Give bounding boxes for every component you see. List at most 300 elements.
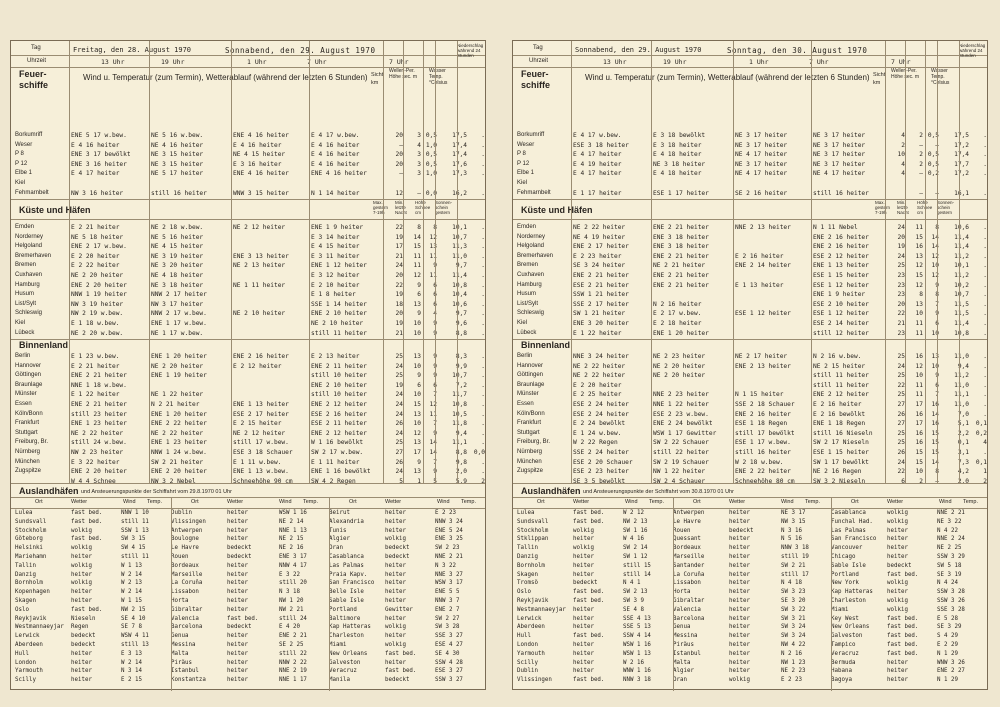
cell: Danzig — [517, 554, 538, 560]
cell: NNE 2 21 — [435, 554, 463, 560]
table-row — [11, 676, 485, 685]
cell: 24 — [395, 468, 403, 476]
cell: ENE 2 21 heiter — [653, 252, 709, 260]
cell: 9,9 — [455, 362, 467, 370]
cell: heiter — [729, 624, 750, 631]
cell: . — [983, 449, 987, 456]
cell: E 4 18 heiter — [653, 151, 702, 159]
cell: Galveston — [831, 633, 863, 640]
cell: . — [481, 160, 485, 168]
cell: 21 — [897, 320, 905, 327]
cell: ENE 1 12 heiter — [311, 262, 367, 270]
cell: 6 — [433, 281, 437, 289]
cell: 8 — [935, 468, 939, 476]
cell: 9,7 — [455, 262, 467, 270]
cell: SE 3 20 — [781, 598, 806, 604]
cell: still 11 — [121, 554, 149, 560]
cell: NW 3 15 — [781, 518, 806, 525]
cell: NNE 2 13 heiter — [735, 224, 791, 231]
cell: ENE 3 18 heiter — [653, 243, 709, 251]
column-divider — [571, 41, 572, 483]
cell: N 2 21 heiter — [151, 401, 200, 408]
cell: NE 3 15 heiter — [151, 151, 204, 159]
table-row — [513, 553, 987, 562]
cell: 10,4 — [452, 291, 467, 299]
table-row — [513, 400, 987, 409]
cell: SSE 3 28 — [937, 606, 965, 613]
cell: NW 2 15 — [121, 606, 146, 613]
cell: heiter — [71, 554, 92, 560]
cell: ENE 2 22 heiter — [735, 468, 791, 476]
cell: Oran — [673, 677, 687, 684]
cell: NE 2 13 heiter — [233, 262, 286, 270]
table-row — [11, 410, 485, 419]
cell: Norderney — [15, 233, 44, 240]
cell: 11,4 — [954, 233, 969, 241]
cell: heiter — [227, 518, 248, 525]
cell: Algier — [673, 668, 694, 675]
cell: . — [983, 310, 987, 318]
rule — [11, 219, 485, 220]
cell: Reykjavik — [15, 615, 47, 622]
cell: Scilly — [517, 659, 538, 666]
cell: ENE 2 24 bewölkt — [653, 420, 713, 428]
cell: ESE 2 12 heiter — [813, 252, 869, 260]
cell: Vlissingen — [517, 677, 552, 684]
column-divider — [329, 497, 330, 691]
column-divider — [309, 41, 310, 483]
cell: SE 3 5 bewölkt — [573, 477, 626, 485]
cell: Portland — [831, 571, 859, 578]
cell: 13 — [413, 410, 421, 418]
table-row — [11, 141, 485, 150]
cell: 17 — [915, 401, 923, 408]
cell: bedeckt — [71, 633, 96, 640]
cell: NE 3 17 heiter — [735, 160, 788, 168]
cell: 16 — [931, 401, 939, 408]
cell: Vancouver — [831, 545, 863, 552]
section-kueste: Küste und Häfen — [521, 205, 593, 215]
cell: N 1 29 — [937, 650, 958, 657]
column-header: Wetter — [573, 499, 590, 505]
cell: heiter — [227, 527, 248, 534]
column-divider — [435, 41, 436, 483]
cell: Malta — [673, 659, 691, 666]
cell: Aberdeen — [517, 624, 545, 631]
cell: . — [481, 132, 485, 139]
cell: Stuttgart — [517, 429, 540, 436]
cell: 10 — [413, 420, 421, 428]
cell: 0,1 — [975, 458, 987, 466]
cell: 12 — [429, 233, 437, 241]
table-row — [11, 381, 485, 390]
cell: NNE 3 24 heiter — [573, 353, 629, 360]
cell: NE 2 22 heiter — [151, 429, 204, 437]
cell: fast bed. — [887, 624, 919, 631]
cell: 2 — [983, 477, 987, 485]
cell: Göttingen — [517, 372, 544, 379]
cell: . — [481, 410, 485, 418]
cell: heiter — [227, 580, 248, 587]
cell: Tallin — [15, 562, 36, 569]
cell: 26 — [395, 420, 403, 428]
cell: Husum — [517, 291, 537, 298]
cell: 9 — [433, 262, 437, 270]
cell: SSW 4 28 — [435, 659, 463, 666]
cell: W 2 18 w.bew. — [735, 458, 784, 466]
cell: NE 2 20 w.bew. — [71, 329, 124, 337]
cell: NE 3 17 heiter — [813, 141, 866, 149]
cell: ENE 3 25 — [435, 536, 463, 543]
cell: SE 2 25 — [279, 642, 304, 648]
cell: fast bed. — [385, 650, 417, 657]
cell: 11,3 — [452, 243, 467, 251]
cell: ENE 3 20 heiter — [573, 320, 629, 327]
cell: NNE 2 23 heiter — [653, 391, 709, 399]
cell: 0,2 — [927, 170, 939, 178]
cell: heiter — [227, 677, 248, 684]
cell: SE 3 29 — [937, 624, 962, 631]
cell: heiter — [385, 527, 406, 534]
cell: bedeckt — [227, 545, 252, 552]
cell: Weser — [15, 141, 33, 148]
cell: W 2 14 — [121, 571, 142, 578]
cell: NNE 2 24 — [937, 536, 965, 543]
cell: heiter — [573, 562, 594, 569]
cell: NW 2 19 w.bew. — [71, 310, 124, 318]
cell: WSW 1 13 — [623, 650, 651, 657]
cell: SE 2 16 heiter — [735, 189, 788, 197]
table-row — [513, 309, 987, 318]
cell: 25 — [897, 429, 905, 437]
cell: Lulea — [15, 510, 33, 516]
cell: fast bed. — [71, 518, 103, 525]
cell: Köln/Bonn — [15, 410, 43, 417]
cell: E 4 16 heiter — [311, 151, 360, 159]
table-row — [11, 371, 485, 380]
cell: 0,5 — [927, 151, 939, 159]
cell: SSW 3 27 — [435, 677, 463, 684]
cell: fast bed. — [227, 615, 259, 622]
cell: . — [481, 420, 485, 428]
cell: 9 — [935, 281, 939, 289]
cell: heiter — [887, 527, 908, 534]
cell: E 2 25 heiter — [573, 391, 622, 399]
cell: 11 — [915, 320, 923, 327]
cell: New Orleans — [831, 624, 870, 631]
cell: 15 — [931, 429, 939, 437]
cell: NE 2 16 — [279, 545, 304, 552]
cell: 24 — [897, 224, 905, 231]
cell: NNE 1 13 — [279, 527, 307, 534]
cell: NE 3 22 — [937, 518, 962, 525]
cell: W 2 22 Regen — [573, 439, 618, 447]
cell: Sable Isle — [329, 598, 364, 604]
cell: E 1 17 heiter — [573, 189, 622, 197]
cell: NE 3 18 heiter — [151, 281, 204, 289]
rule — [513, 219, 987, 220]
cell: 12 — [931, 252, 939, 260]
cell: ENE 1 20 heiter — [151, 353, 207, 360]
cell: 11,7 — [452, 391, 467, 399]
cell: ESE 1 12 heiter — [735, 310, 791, 318]
cell: 25 — [897, 391, 905, 399]
cell: Messina — [171, 642, 196, 648]
cell: 21 — [395, 252, 403, 260]
rule — [513, 497, 987, 498]
sicht-label: Sicht km — [873, 72, 886, 86]
cell: NE 4 15 heiter — [151, 243, 204, 251]
cell: 24 — [395, 401, 403, 408]
cell: Göttingen — [15, 372, 42, 379]
cell: 20 — [395, 151, 403, 159]
cell: Belle Isle — [329, 589, 364, 596]
cell: NE 2 14 — [279, 518, 304, 525]
cell: Charleston — [329, 633, 364, 640]
cell: . — [983, 252, 987, 260]
cell: 11,2 — [954, 252, 969, 260]
cell: 2 — [919, 477, 923, 485]
cell: 17,5 — [452, 132, 467, 139]
cell: heiter — [227, 510, 248, 516]
cell: 11,2 — [954, 372, 969, 380]
cell: E 3 14 heiter — [311, 233, 360, 241]
cell: fast bed. — [71, 510, 103, 516]
cell: ENE 1 9 heiter — [311, 224, 364, 231]
cell: Bremen — [15, 262, 37, 269]
cell: Kiel — [15, 180, 26, 186]
cell: Charleston — [831, 598, 866, 604]
cell: heiter — [887, 677, 908, 684]
cell: Quessant — [673, 536, 701, 543]
cell: NE 3 17 heiter — [813, 160, 866, 168]
cell: . — [481, 281, 485, 289]
cell: E 3 13 — [121, 650, 142, 657]
cell: NE 2 17 heiter — [735, 353, 788, 360]
column-header: Wind — [279, 499, 292, 505]
table-row — [513, 615, 987, 624]
cell: heiter — [71, 598, 92, 604]
cell: bedeckt — [729, 527, 754, 534]
cell: heiter — [385, 571, 406, 578]
cell: 16 — [931, 420, 939, 428]
cell: 0,5 — [927, 132, 939, 139]
uhrzeit-label: Uhrzeit — [27, 58, 47, 64]
cell: wolkig — [71, 527, 92, 534]
cell: NE 1 11 heiter — [233, 281, 286, 289]
cell: 0,0 — [425, 189, 437, 197]
cell: NE 5 16 w.bew. — [151, 132, 204, 139]
cell: Helsinki — [15, 545, 43, 552]
cell: 10 — [413, 362, 421, 370]
cell: 10,1 — [452, 224, 467, 231]
table-row — [11, 189, 485, 198]
cell: 17,4 — [954, 151, 969, 159]
cell: 16 — [915, 243, 923, 251]
section-feuerschiffe: Feuer- schiffe — [521, 69, 551, 90]
cell: — — [919, 170, 923, 178]
table-row — [11, 131, 485, 140]
cell: Lerwick — [15, 633, 40, 640]
cell: . — [983, 391, 987, 399]
cell: . — [983, 141, 987, 149]
cell: Kap Hatteras — [329, 624, 371, 631]
table-row — [11, 252, 485, 261]
cell: Bordeaux — [171, 562, 199, 569]
cell: fast bed. — [887, 571, 919, 578]
cell: SSW 1 21 heiter — [573, 291, 629, 299]
table-row — [11, 659, 485, 668]
day1-label: Sonnabend, den 29. August 1970 — [575, 46, 702, 54]
day2-label: Sonnabend, den 29. August 1970 — [225, 46, 376, 55]
cell: SW 3 24 — [781, 633, 806, 640]
cell: ENE 3 13 heiter — [233, 252, 289, 260]
cell: 4 — [417, 141, 421, 149]
cell: heiter — [729, 642, 750, 648]
cell: NNW 3 18 — [623, 677, 651, 684]
cell: Chicago — [831, 554, 856, 560]
cell: wolkig — [385, 642, 406, 648]
cell: Lübeck — [517, 329, 537, 336]
cell: still 11 heiter — [813, 372, 869, 380]
cell: NNW 2 17 heiter — [151, 291, 207, 299]
cell: heiter — [385, 615, 406, 622]
table-row — [513, 676, 987, 685]
cell: 2,0 — [957, 477, 969, 485]
cell: Oran — [329, 545, 343, 552]
cell: NE 2 20 heiter — [71, 272, 124, 279]
cell: E 1 23 w.bew. — [71, 353, 120, 360]
cell: ENE 1 13 heiter — [813, 262, 869, 270]
cell: 8 — [919, 291, 923, 299]
cell: 2 — [919, 160, 923, 168]
cell: SW 3 22 — [781, 606, 806, 613]
cell: SW 4 15 — [121, 545, 146, 552]
table-row — [11, 429, 485, 438]
column-divider — [959, 41, 960, 483]
cell: NE 1 22 heiter — [151, 391, 204, 399]
cell: 8 — [417, 224, 421, 231]
cell: still 11 heiter — [311, 329, 367, 337]
cell: 7 — [935, 391, 939, 399]
cell: La Coruña — [171, 580, 203, 587]
cell: . — [983, 401, 987, 408]
cell: Bremen — [517, 262, 539, 269]
cell: Gibraltar — [673, 598, 705, 604]
cell: E 4 17 w.bew. — [573, 132, 622, 139]
cell: ENE 3 18 heiter — [653, 233, 709, 241]
table-row — [513, 160, 987, 169]
cell: SW 3 23 — [781, 589, 806, 596]
cell: WSW 4 11 — [121, 633, 149, 640]
cell: still 17 w.bew. — [233, 439, 289, 447]
cell: . — [481, 291, 485, 299]
cell: E 4 17 heiter — [573, 170, 622, 178]
cell: 20 — [897, 233, 905, 241]
table-row — [513, 390, 987, 399]
cell: . — [481, 262, 485, 270]
cell: heiter — [887, 668, 908, 675]
cell: Lissabon — [171, 589, 199, 596]
cell: fast bed. — [71, 606, 103, 613]
cell: . — [481, 141, 485, 149]
cell: . — [481, 170, 485, 178]
table-row — [11, 477, 485, 486]
cell: ENE 2 12 heiter — [311, 429, 367, 437]
cell: 7,0 — [957, 410, 969, 418]
cell: 12 — [413, 429, 421, 437]
table-row — [513, 410, 987, 419]
cell: Kiel — [15, 320, 26, 326]
cell: . — [983, 410, 987, 418]
cell: W 2 12 — [623, 510, 644, 516]
cell: Bornholm — [15, 580, 43, 587]
cell: heiter — [729, 562, 750, 569]
cell: E 3 11 heiter — [311, 252, 360, 260]
column-header: Ort — [851, 499, 859, 505]
day1-label: Freitag, den 28. August 1970 — [73, 46, 192, 54]
cell: ENE 2 21 — [279, 633, 307, 640]
cell: ENE 2 21 heiter — [573, 272, 629, 279]
cell: Sundsvall — [15, 518, 47, 525]
column-header: Ort — [35, 499, 43, 505]
cell: N 4 1 — [623, 580, 641, 587]
cell: 1,0 — [425, 141, 437, 149]
column-divider — [831, 497, 832, 691]
column-divider — [457, 41, 458, 483]
cell: . — [481, 243, 485, 251]
table-row — [11, 271, 485, 280]
cell: 15 — [915, 272, 923, 279]
cell: 10,6 — [954, 224, 969, 231]
cell: 15 — [915, 458, 923, 466]
cell: N 2 16 heiter — [653, 300, 702, 308]
cell: 25 — [395, 439, 403, 447]
cell: 6 — [417, 291, 421, 299]
cell: Hamburg — [15, 281, 40, 288]
cell: E 4 19 heiter — [573, 160, 622, 168]
cell: WSW 1 16 — [279, 510, 307, 516]
cell: . — [983, 132, 987, 139]
cell: wolkig — [573, 545, 594, 552]
cell: . — [481, 458, 485, 466]
cell: ENE 2 16 heiter — [813, 243, 869, 251]
cell: NE 3 19 heiter — [151, 252, 204, 260]
cell: fast bed. — [573, 510, 605, 516]
cell: E 2 15 heiter — [233, 420, 282, 428]
cell: Helgoland — [517, 243, 545, 250]
cell: NE 2 10 heiter — [311, 320, 364, 327]
table-row — [11, 150, 485, 159]
cell: Portland — [329, 606, 357, 613]
section-feuerschiffe: Feuer- schiffe — [19, 69, 49, 90]
cell: ENE 2 13 heiter — [735, 362, 791, 370]
cell: 14 — [429, 439, 437, 447]
cell: WSW 1 17 Gewitter — [653, 429, 717, 437]
cell: wolkig — [887, 510, 908, 516]
cell: Sundsvall — [517, 518, 549, 525]
cell: SSE 4 13 — [623, 615, 651, 622]
cell: Berlin — [517, 353, 533, 359]
cell: E 3 18 bewölkt — [653, 132, 706, 139]
cell: 23 — [897, 329, 905, 337]
cell: 11,5 — [954, 300, 969, 308]
time-label: 19 Uhr — [161, 58, 185, 66]
cell: 10,6 — [452, 300, 467, 308]
cell: 25 — [395, 353, 403, 360]
cell: E 1 24 w.bew. — [573, 429, 622, 437]
cell: 24 — [897, 252, 905, 260]
